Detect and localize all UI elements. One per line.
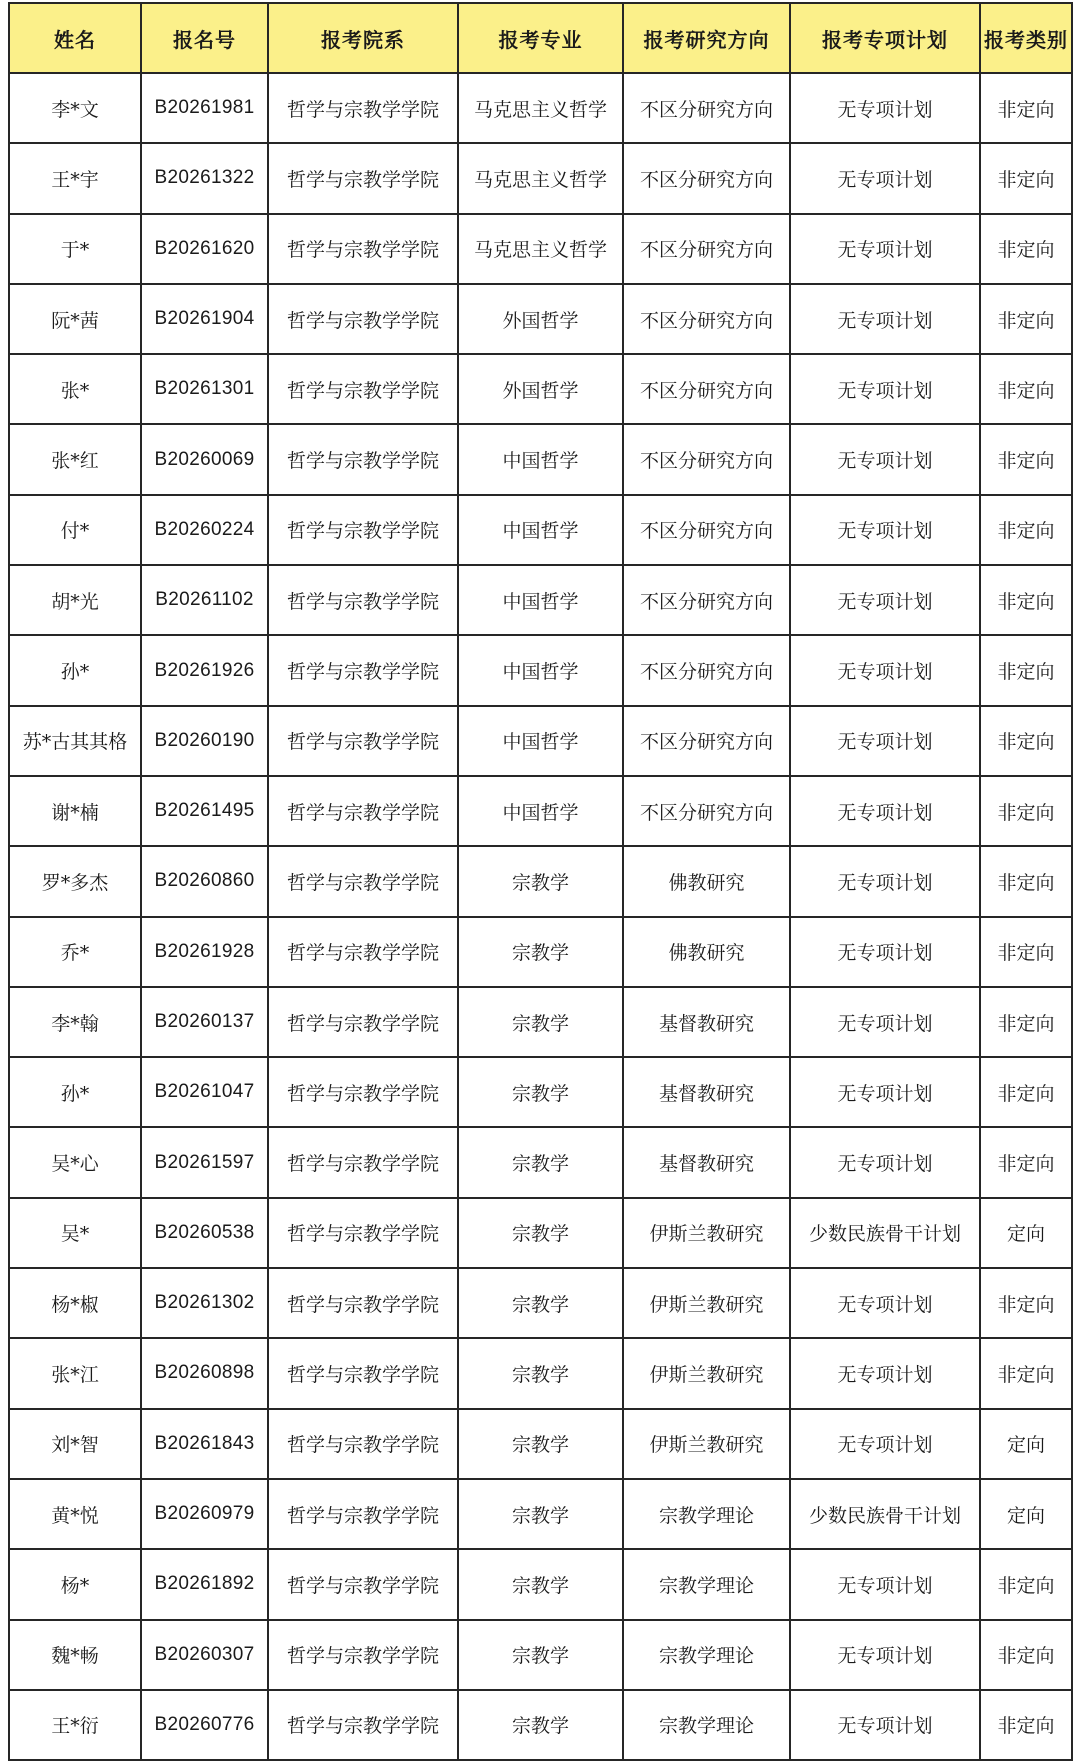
- table-row: [9, 1268, 1072, 1338]
- cell-name: 孙*: [9, 1057, 141, 1127]
- table-row: [9, 284, 1072, 354]
- cell-name: 张*: [9, 354, 141, 424]
- cell-major: 马克思主义哲学: [458, 73, 623, 143]
- table-row: [9, 143, 1072, 213]
- cell-department: 哲学与宗教学学院: [268, 1549, 458, 1619]
- cell-research-direction: 宗教学理论: [623, 1620, 790, 1690]
- admission-list-sheet: [8, 2, 1073, 1761]
- cell-category: 定向: [980, 1479, 1072, 1549]
- cell-major: 中国哲学: [458, 706, 623, 776]
- table-row: [9, 635, 1072, 705]
- cell-category: 非定向: [980, 1127, 1072, 1197]
- cell-special-program: 无专项计划: [790, 987, 980, 1057]
- cell-research-direction: 不区分研究方向: [623, 424, 790, 494]
- cell-category: 非定向: [980, 565, 1072, 635]
- cell-research-direction: 不区分研究方向: [623, 776, 790, 846]
- cell-department: 哲学与宗教学学院: [268, 1198, 458, 1268]
- table-row: [9, 776, 1072, 846]
- cell-category: 非定向: [980, 1057, 1072, 1127]
- cell-category: 非定向: [980, 143, 1072, 213]
- cell-registration-number: B20260979: [141, 1479, 268, 1549]
- cell-department: 哲学与宗教学学院: [268, 706, 458, 776]
- table-row: [9, 495, 1072, 565]
- table-row: [9, 1409, 1072, 1479]
- cell-major: 中国哲学: [458, 424, 623, 494]
- header-registration-number: 报名号: [141, 3, 268, 73]
- cell-research-direction: 不区分研究方向: [623, 284, 790, 354]
- cell-category: 非定向: [980, 73, 1072, 143]
- cell-special-program: 无专项计划: [790, 1409, 980, 1479]
- cell-registration-number: B20261322: [141, 143, 268, 213]
- cell-major: 宗教学: [458, 987, 623, 1057]
- cell-registration-number: B20260898: [141, 1338, 268, 1408]
- header-department: 报考院系: [268, 3, 458, 73]
- admission-list-table: [8, 2, 1073, 1761]
- cell-special-program: 无专项计划: [790, 495, 980, 565]
- cell-category: 非定向: [980, 846, 1072, 916]
- cell-research-direction: 不区分研究方向: [623, 73, 790, 143]
- cell-major: 马克思主义哲学: [458, 214, 623, 284]
- cell-research-direction: 不区分研究方向: [623, 565, 790, 635]
- cell-department: 哲学与宗教学学院: [268, 73, 458, 143]
- cell-registration-number: B20260190: [141, 706, 268, 776]
- cell-research-direction: 基督教研究: [623, 1127, 790, 1197]
- cell-category: 非定向: [980, 1690, 1072, 1760]
- cell-department: 哲学与宗教学学院: [268, 1409, 458, 1479]
- cell-major: 宗教学: [458, 1057, 623, 1127]
- cell-name: 乔*: [9, 917, 141, 987]
- table-row: [9, 987, 1072, 1057]
- cell-department: 哲学与宗教学学院: [268, 917, 458, 987]
- cell-registration-number: B20261981: [141, 73, 268, 143]
- cell-department: 哲学与宗教学学院: [268, 1338, 458, 1408]
- cell-name: 魏*畅: [9, 1620, 141, 1690]
- cell-department: 哲学与宗教学学院: [268, 1268, 458, 1338]
- cell-research-direction: 宗教学理论: [623, 1479, 790, 1549]
- cell-research-direction: 基督教研究: [623, 987, 790, 1057]
- table-row: [9, 354, 1072, 424]
- cell-research-direction: 不区分研究方向: [623, 354, 790, 424]
- table-row: [9, 565, 1072, 635]
- cell-research-direction: 佛教研究: [623, 917, 790, 987]
- cell-name: 杨*椒: [9, 1268, 141, 1338]
- cell-research-direction: 伊斯兰教研究: [623, 1338, 790, 1408]
- table-row: [9, 1620, 1072, 1690]
- table-row: [9, 1198, 1072, 1268]
- cell-special-program: 无专项计划: [790, 706, 980, 776]
- cell-name: 张*红: [9, 424, 141, 494]
- cell-special-program: 无专项计划: [790, 73, 980, 143]
- cell-special-program: 无专项计划: [790, 143, 980, 213]
- cell-registration-number: B20261892: [141, 1549, 268, 1619]
- cell-special-program: 无专项计划: [790, 1057, 980, 1127]
- cell-major: 宗教学: [458, 1479, 623, 1549]
- cell-major: 宗教学: [458, 917, 623, 987]
- cell-name: 付*: [9, 495, 141, 565]
- cell-major: 宗教学: [458, 1127, 623, 1197]
- cell-category: 非定向: [980, 495, 1072, 565]
- cell-major: 中国哲学: [458, 495, 623, 565]
- cell-major: 宗教学: [458, 1198, 623, 1268]
- table-row: [9, 214, 1072, 284]
- cell-category: 非定向: [980, 917, 1072, 987]
- cell-research-direction: 不区分研究方向: [623, 143, 790, 213]
- cell-research-direction: 佛教研究: [623, 846, 790, 916]
- cell-department: 哲学与宗教学学院: [268, 776, 458, 846]
- cell-category: 定向: [980, 1409, 1072, 1479]
- header-research-direction: 报考研究方向: [623, 3, 790, 73]
- cell-registration-number: B20260538: [141, 1198, 268, 1268]
- cell-research-direction: 不区分研究方向: [623, 214, 790, 284]
- cell-name: 孙*: [9, 635, 141, 705]
- cell-special-program: 少数民族骨干计划: [790, 1479, 980, 1549]
- cell-research-direction: 伊斯兰教研究: [623, 1268, 790, 1338]
- cell-special-program: 无专项计划: [790, 354, 980, 424]
- cell-registration-number: B20260224: [141, 495, 268, 565]
- cell-major: 宗教学: [458, 1338, 623, 1408]
- cell-registration-number: B20261495: [141, 776, 268, 846]
- cell-name: 罗*多杰: [9, 846, 141, 916]
- cell-name: 杨*: [9, 1549, 141, 1619]
- cell-category: 非定向: [980, 776, 1072, 846]
- cell-research-direction: 伊斯兰教研究: [623, 1409, 790, 1479]
- table-row: [9, 846, 1072, 916]
- cell-registration-number: B20261928: [141, 917, 268, 987]
- cell-name: 王*宇: [9, 143, 141, 213]
- table-header-row: [9, 3, 1072, 73]
- cell-major: 宗教学: [458, 1690, 623, 1760]
- cell-name: 阮*茜: [9, 284, 141, 354]
- cell-department: 哲学与宗教学学院: [268, 495, 458, 565]
- cell-special-program: 少数民族骨干计划: [790, 1198, 980, 1268]
- cell-department: 哲学与宗教学学院: [268, 987, 458, 1057]
- cell-special-program: 无专项计划: [790, 565, 980, 635]
- cell-registration-number: B20261102: [141, 565, 268, 635]
- cell-department: 哲学与宗教学学院: [268, 1127, 458, 1197]
- cell-name: 张*江: [9, 1338, 141, 1408]
- cell-name: 吴*: [9, 1198, 141, 1268]
- cell-major: 中国哲学: [458, 635, 623, 705]
- cell-registration-number: B20261620: [141, 214, 268, 284]
- cell-name: 于*: [9, 214, 141, 284]
- cell-department: 哲学与宗教学学院: [268, 635, 458, 705]
- cell-category: 非定向: [980, 284, 1072, 354]
- table-row: [9, 706, 1072, 776]
- cell-special-program: 无专项计划: [790, 917, 980, 987]
- cell-name: 王*衍: [9, 1690, 141, 1760]
- cell-research-direction: 伊斯兰教研究: [623, 1198, 790, 1268]
- cell-department: 哲学与宗教学学院: [268, 354, 458, 424]
- cell-name: 刘*智: [9, 1409, 141, 1479]
- cell-special-program: 无专项计划: [790, 776, 980, 846]
- table-row: [9, 1549, 1072, 1619]
- cell-registration-number: B20261302: [141, 1268, 268, 1338]
- cell-research-direction: 基督教研究: [623, 1057, 790, 1127]
- cell-special-program: 无专项计划: [790, 214, 980, 284]
- cell-registration-number: B20261904: [141, 284, 268, 354]
- cell-special-program: 无专项计划: [790, 1338, 980, 1408]
- table-row: [9, 1127, 1072, 1197]
- cell-department: 哲学与宗教学学院: [268, 565, 458, 635]
- table-body: [9, 73, 1072, 1760]
- cell-special-program: 无专项计划: [790, 846, 980, 916]
- header-category: 报考类别: [980, 3, 1072, 73]
- cell-name: 吴*心: [9, 1127, 141, 1197]
- cell-special-program: 无专项计划: [790, 1268, 980, 1338]
- cell-major: 马克思主义哲学: [458, 143, 623, 213]
- cell-category: 非定向: [980, 214, 1072, 284]
- cell-special-program: 无专项计划: [790, 1127, 980, 1197]
- cell-category: 非定向: [980, 354, 1072, 424]
- cell-special-program: 无专项计划: [790, 424, 980, 494]
- table-row: [9, 1479, 1072, 1549]
- cell-category: 非定向: [980, 987, 1072, 1057]
- cell-research-direction: 不区分研究方向: [623, 635, 790, 705]
- cell-category: 非定向: [980, 1268, 1072, 1338]
- header-major: 报考专业: [458, 3, 623, 73]
- cell-major: 宗教学: [458, 1549, 623, 1619]
- cell-special-program: 无专项计划: [790, 284, 980, 354]
- cell-name: 胡*光: [9, 565, 141, 635]
- table-row: [9, 1690, 1072, 1760]
- table-row: [9, 917, 1072, 987]
- header-special-program: 报考专项计划: [790, 3, 980, 73]
- cell-special-program: 无专项计划: [790, 1620, 980, 1690]
- cell-special-program: 无专项计划: [790, 1549, 980, 1619]
- cell-registration-number: B20261597: [141, 1127, 268, 1197]
- cell-registration-number: B20260776: [141, 1690, 268, 1760]
- cell-registration-number: B20260860: [141, 846, 268, 916]
- cell-registration-number: B20261926: [141, 635, 268, 705]
- cell-major: 宗教学: [458, 846, 623, 916]
- cell-department: 哲学与宗教学学院: [268, 284, 458, 354]
- cell-name: 黄*悦: [9, 1479, 141, 1549]
- table-row: [9, 1338, 1072, 1408]
- cell-registration-number: B20260137: [141, 987, 268, 1057]
- cell-department: 哲学与宗教学学院: [268, 424, 458, 494]
- cell-name: 谢*楠: [9, 776, 141, 846]
- cell-research-direction: 不区分研究方向: [623, 495, 790, 565]
- cell-name: 李*翰: [9, 987, 141, 1057]
- cell-department: 哲学与宗教学学院: [268, 214, 458, 284]
- cell-category: 非定向: [980, 1338, 1072, 1408]
- cell-research-direction: 不区分研究方向: [623, 706, 790, 776]
- table-row: [9, 424, 1072, 494]
- cell-department: 哲学与宗教学学院: [268, 1479, 458, 1549]
- table-row: [9, 1057, 1072, 1127]
- cell-major: 中国哲学: [458, 776, 623, 846]
- cell-name: 苏*古其其格: [9, 706, 141, 776]
- cell-name: 李*文: [9, 73, 141, 143]
- cell-registration-number: B20260307: [141, 1620, 268, 1690]
- cell-major: 外国哲学: [458, 354, 623, 424]
- cell-special-program: 无专项计划: [790, 1690, 980, 1760]
- cell-major: 宗教学: [458, 1620, 623, 1690]
- cell-department: 哲学与宗教学学院: [268, 846, 458, 916]
- cell-department: 哲学与宗教学学院: [268, 143, 458, 213]
- cell-major: 外国哲学: [458, 284, 623, 354]
- cell-category: 定向: [980, 1198, 1072, 1268]
- cell-category: 非定向: [980, 706, 1072, 776]
- cell-category: 非定向: [980, 424, 1072, 494]
- cell-registration-number: B20260069: [141, 424, 268, 494]
- cell-special-program: 无专项计划: [790, 635, 980, 705]
- cell-category: 非定向: [980, 1620, 1072, 1690]
- cell-major: 宗教学: [458, 1268, 623, 1338]
- cell-major: 宗教学: [458, 1409, 623, 1479]
- cell-department: 哲学与宗教学学院: [268, 1690, 458, 1760]
- cell-research-direction: 宗教学理论: [623, 1549, 790, 1619]
- cell-research-direction: 宗教学理论: [623, 1690, 790, 1760]
- cell-department: 哲学与宗教学学院: [268, 1057, 458, 1127]
- cell-category: 非定向: [980, 635, 1072, 705]
- cell-major: 中国哲学: [458, 565, 623, 635]
- cell-registration-number: B20261843: [141, 1409, 268, 1479]
- cell-registration-number: B20261301: [141, 354, 268, 424]
- header-name: 姓名: [9, 3, 141, 73]
- cell-department: 哲学与宗教学学院: [268, 1620, 458, 1690]
- cell-registration-number: B20261047: [141, 1057, 268, 1127]
- cell-category: 非定向: [980, 1549, 1072, 1619]
- table-row: [9, 73, 1072, 143]
